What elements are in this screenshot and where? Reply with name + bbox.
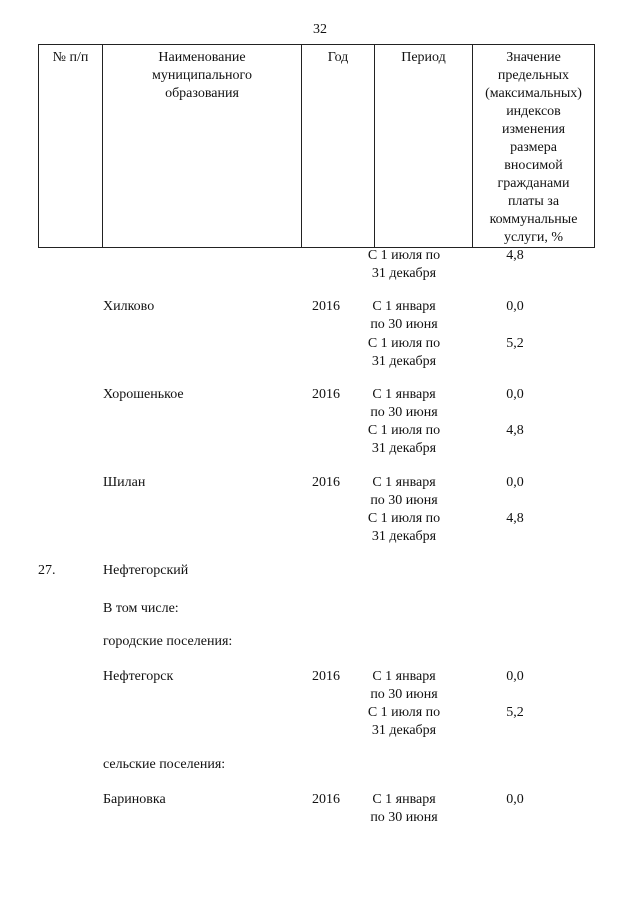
row-number: 27. xyxy=(38,563,56,578)
period-cell: С 1 января по 30 июня xyxy=(370,475,438,508)
value-cell: 0,0 xyxy=(506,475,524,490)
header-index-value: Значение предельных (максимальных) индексов изменения размера вносимой гражданами платы за коммунальные услуги, % xyxy=(473,45,595,248)
header-year: Год xyxy=(302,45,375,248)
municipality-name: Нефтегорский xyxy=(103,563,189,578)
municipality-name: Хилково xyxy=(103,299,155,314)
municipality-name: Шилан xyxy=(103,475,146,490)
year-cell: 2016 xyxy=(312,299,340,314)
section-label: городские поселения: xyxy=(103,634,233,649)
period-cell: С 1 июля по 31 декабря xyxy=(367,423,441,456)
period-cell: С 1 июля по 31 декабря xyxy=(367,511,441,544)
value-cell: 4,8 xyxy=(506,248,524,263)
header-municipality: Наименование муниципального образования xyxy=(103,45,302,248)
period-cell: С 1 января по 30 июня xyxy=(370,299,438,332)
municipality-name: Хорошенькое xyxy=(103,387,184,402)
period-cell: С 1 июля по 31 декабря xyxy=(367,336,441,369)
page-number: 32 xyxy=(313,22,327,37)
header-number: № п/п xyxy=(39,45,103,248)
period-cell: С 1 июля по 31 декабря xyxy=(367,705,441,738)
year-cell: 2016 xyxy=(312,669,340,684)
municipality-name: Бариновка xyxy=(103,792,166,807)
year-cell: 2016 xyxy=(312,792,340,807)
value-cell: 0,0 xyxy=(506,299,524,314)
value-cell: 4,8 xyxy=(506,511,524,526)
period-cell: С 1 января по 30 июня xyxy=(370,669,438,702)
section-label: сельские поселения: xyxy=(103,757,226,772)
period-cell: С 1 января по 30 июня xyxy=(370,792,438,825)
period-cell: С 1 июля по 31 декабря xyxy=(367,248,441,281)
period-cell: С 1 января по 30 июня xyxy=(370,387,438,420)
municipality-name: Нефтегорск xyxy=(103,669,174,684)
value-cell: 0,0 xyxy=(506,792,524,807)
value-cell: 5,2 xyxy=(506,705,524,720)
header-period: Период xyxy=(375,45,473,248)
year-cell: 2016 xyxy=(312,387,340,402)
value-cell: 5,2 xyxy=(506,336,524,351)
section-label: В том числе: xyxy=(103,601,179,616)
value-cell: 0,0 xyxy=(506,669,524,684)
table-header xyxy=(38,44,595,248)
value-cell: 0,0 xyxy=(506,387,524,402)
value-cell: 4,8 xyxy=(506,423,524,438)
year-cell: 2016 xyxy=(312,475,340,490)
